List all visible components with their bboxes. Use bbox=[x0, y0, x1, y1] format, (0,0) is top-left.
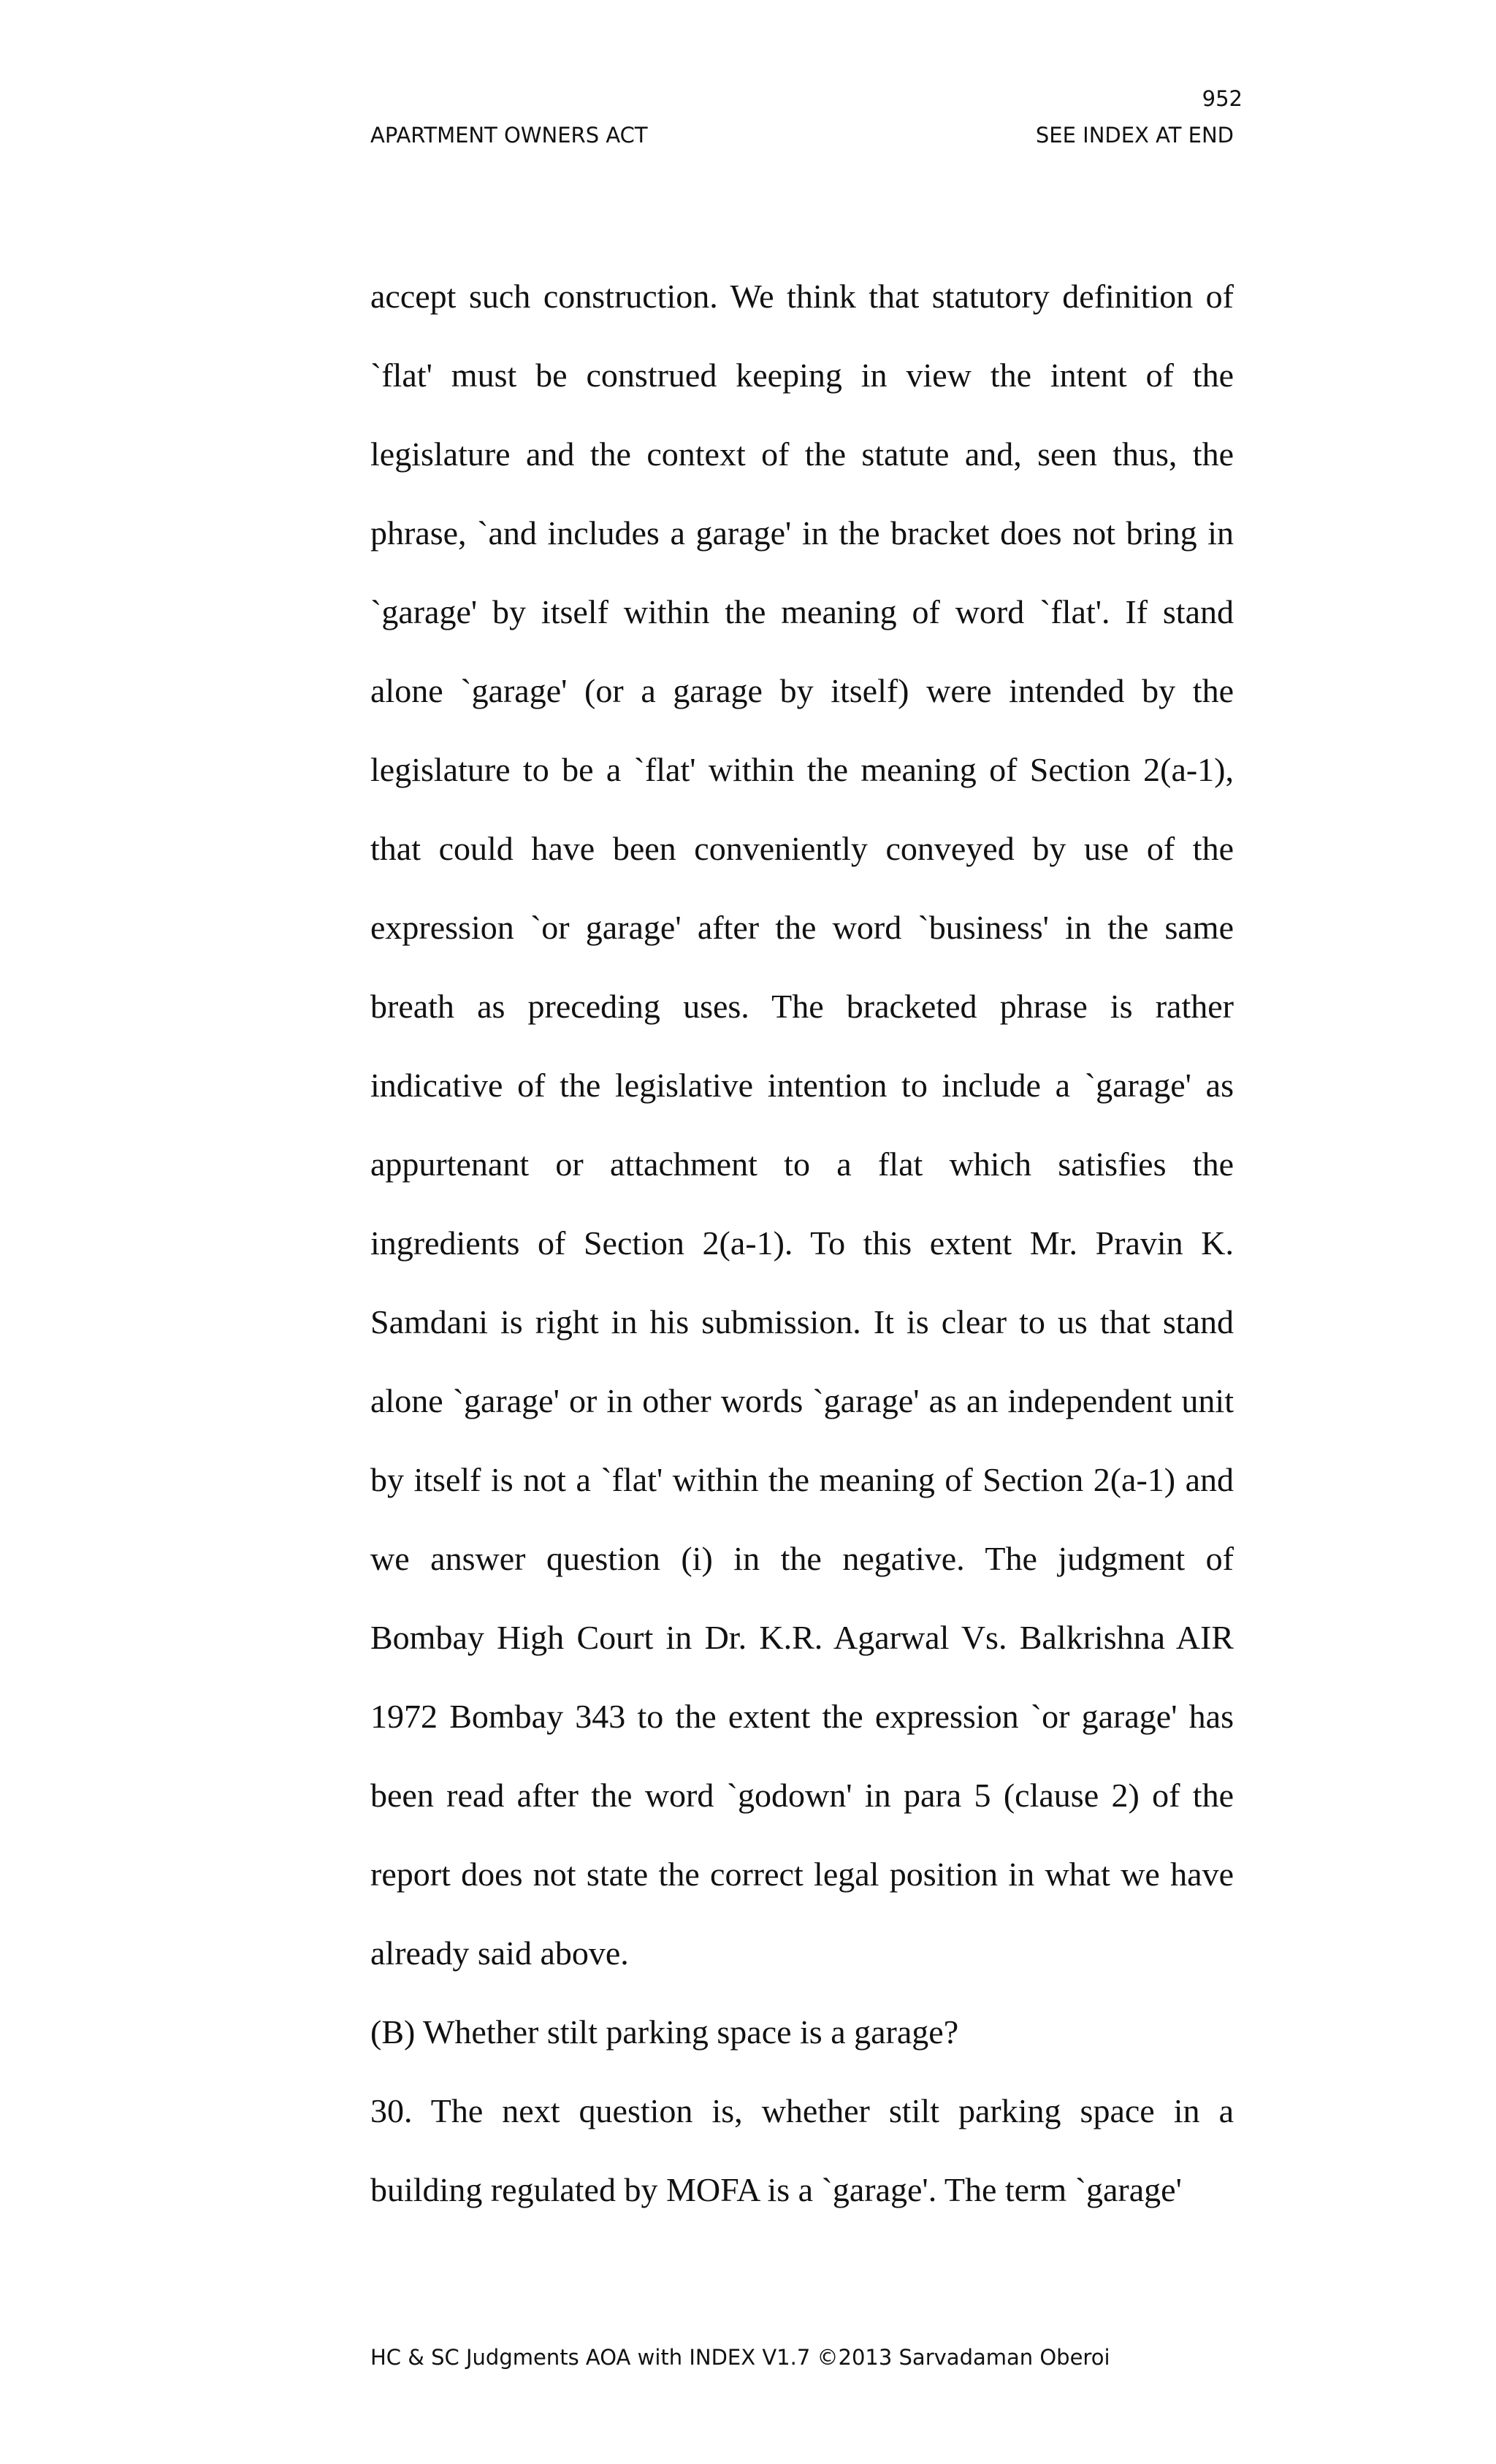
paragraph-30: 30. The next question is, whether stilt parking space in a building regulated by MOFA is a `garage'. The term `garage' bbox=[370, 2092, 1234, 2208]
footer-copyright: HC & SC Judgments AOA with INDEX V1.7 ©2013 Sarvadaman Oberoi bbox=[370, 2345, 1110, 2370]
body-text bbox=[370, 257, 1234, 2230]
header-title-right: SEE INDEX AT END bbox=[1035, 123, 1234, 148]
section-heading: (B) Whether stilt parking space is a garage? bbox=[370, 2013, 959, 2051]
paragraph-continuation: accept such construction. We think that statutory definition of `flat' must be construed keeping in view the intent of the legislature and the context of the statute and, seen thus, the phrase, `and includes a garage' in the bracket does not bring in `garage' by itself within the meaning of word `flat'. If stand alone `garage' (or a garage by itself) were intended by the legislature to be a `flat' within the meaning of Section 2(a-1), that could have been conveniently conveyed by use of the expression `or garage' after the word `business' in the same breath as preceding uses. The bracketed phrase is rather indicative of the legislative intention to include a `garage' as appurtenant or attachment to a flat which satisfies the ingredients of Section 2(a-1). To this extent Mr. Pravin K. Samdani is right in his submission. It is clear to us that stand alone `garage' or in other words `garage' as an independent unit by itself is not a `flat' within the meaning of Section 2(a-1) and we answer question (i) in the negative. The judgment of Bombay High Court in Dr. K.R. Agarwal Vs. Balkrishna AIR 1972 Bombay 343 to the extent the expression `or garage' has been read after the word `godown' in para 5 (clause 2) of the report does not state the correct legal position in what we have already said above. bbox=[370, 278, 1234, 1972]
page-number: 952 bbox=[1202, 86, 1243, 111]
header-title-left: APARTMENT OWNERS ACT bbox=[370, 123, 648, 148]
running-header bbox=[370, 123, 1234, 148]
